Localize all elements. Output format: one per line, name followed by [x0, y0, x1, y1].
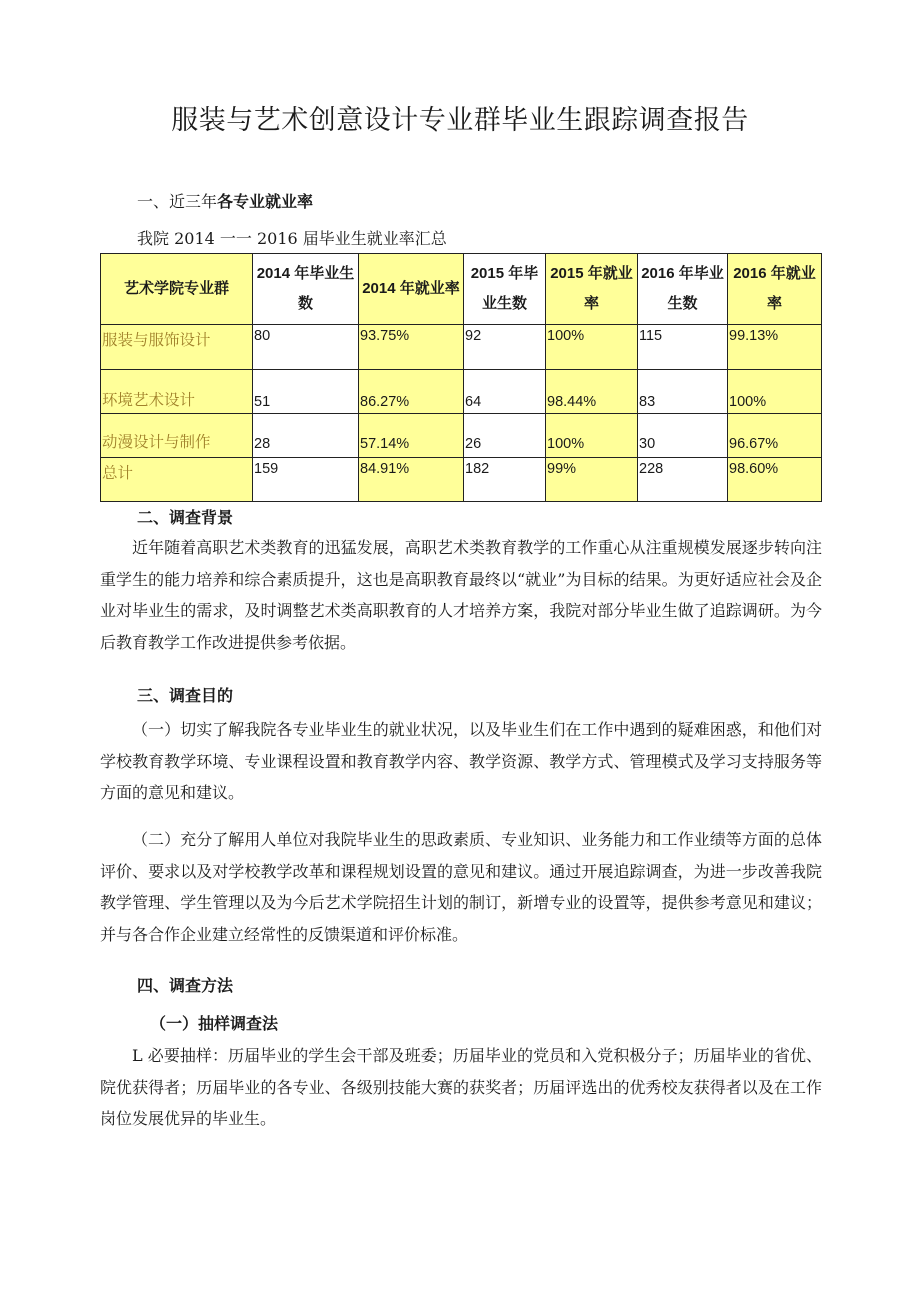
table-cell: 182 — [464, 458, 546, 502]
section-3-heading-text: 三、调查目的 — [137, 686, 234, 705]
section-4-subheading: （一）抽样调查法 — [150, 1014, 279, 1033]
table-cell: 80 — [253, 325, 359, 370]
table-cell: 环境艺术设计 — [101, 370, 253, 414]
section-4-paragraph-1: L 必要抽样：历届毕业的学生会干部及班委；历届毕业的党员和入党积极分子；历届毕业的省优、院优获得者；历届毕业的各专业、各级别技能大赛的获奖者；历届评选出的优秀校友获得者以及在工作岗位发展优异的毕业生。 — [100, 1046, 822, 1128]
table-cell: 动漫设计与制作 — [101, 414, 253, 458]
header-cell: 2016 年毕业生数 — [638, 254, 728, 325]
section-1-bold: 各专业就业率 — [217, 192, 314, 211]
header-cell: 2014 年就业率 — [359, 254, 464, 325]
table-cell: 99% — [546, 458, 638, 502]
header-cell: 2016 年就业率 — [728, 254, 822, 325]
table-cell: 83 — [638, 370, 728, 414]
table-cell: 51 — [253, 370, 359, 414]
section-2-heading-text: 二、调查背景 — [137, 508, 234, 527]
table-cell: 159 — [253, 458, 359, 502]
table-cell: 99.13% — [728, 325, 822, 370]
table-cell: 98.44% — [546, 370, 638, 414]
table-cell: 98.60% — [728, 458, 822, 502]
document-title: 服装与艺术创意设计专业群毕业生跟踪调查报告 — [171, 105, 749, 136]
table-cell: 115 — [638, 325, 728, 370]
table-cell: 64 — [464, 370, 546, 414]
table-row — [101, 458, 822, 502]
header-cell: 艺术学院专业群 — [101, 254, 253, 325]
table-row — [101, 370, 822, 414]
table-cell: 84.91% — [359, 458, 464, 502]
table-cell: 26 — [464, 414, 546, 458]
table-caption: 我院 2014 一一 2016 届毕业生就业率汇总 — [137, 229, 447, 248]
section-4-heading — [137, 973, 233, 996]
table-cell: 30 — [638, 414, 728, 458]
table-cell: 228 — [638, 458, 728, 502]
table-cell: 57.14% — [359, 414, 464, 458]
table-header-row — [101, 254, 822, 325]
table-row — [101, 325, 822, 370]
table-cell: 92 — [464, 325, 546, 370]
section-3-paragraph-1: （一）切实了解我院各专业毕业生的就业状况，以及毕业生们在工作中遇到的疑难困惑，和他们对学校教育教学环境、专业课程设置和教育教学内容、教学资源、教学方式、管理模式及学习支持服务等方面的意见和建议。 — [100, 720, 822, 802]
table-cell: 28 — [253, 414, 359, 458]
table-cell: 86.27% — [359, 370, 464, 414]
section-3-paragraph-2: （二）充分了解用人单位对我院毕业生的思政素质、专业知识、业务能力和工作业绩等方面的总体评价、要求以及对学校教学改革和课程规划设置的意见和建议。通过开展追踪调查，为进一步改善我院教学管理、学生管理以及为今后艺术学院招生计划的制订，新增专业的设置等，提供参考意见和建议；并与各合作企业建立经常性的反馈渠道和评价标准。 — [100, 830, 822, 944]
employment-rate-table — [100, 253, 822, 502]
table-cell: 服装与服饰设计 — [101, 325, 253, 370]
section-1-prefix: 一、近三年 — [137, 192, 218, 211]
section-3-heading — [137, 683, 233, 706]
header-cell: 2015 年就业率 — [546, 254, 638, 325]
section-1-heading — [137, 189, 313, 212]
section-2-heading — [137, 505, 233, 528]
header-cell: 2014 年毕业生数 — [253, 254, 359, 325]
table-cell: 100% — [728, 370, 822, 414]
section-2-paragraph: 近年随着高职艺术类教育的迅猛发展，高职艺术类教育教学的工作重心从注重规模发展逐步转向注重学生的能力培养和综合素质提升，这也是高职教育最终以“就业”为目标的结果。为更好适应社会及企业对毕业生的需求，及时调整艺术类高职教育的人才培养方案，我院对部分毕业生做了追踪调研。为今后教育教学工作改进提供参考依据。 — [100, 538, 822, 652]
section-4-heading-text: 四、调查方法 — [137, 976, 234, 995]
header-cell: 2015 年毕业生数 — [464, 254, 546, 325]
table-cell: 总计 — [101, 458, 253, 502]
table-cell: 100% — [546, 325, 638, 370]
table-cell: 96.67% — [728, 414, 822, 458]
table-row — [101, 414, 822, 458]
table-cell: 93.75% — [359, 325, 464, 370]
table-cell: 100% — [546, 414, 638, 458]
